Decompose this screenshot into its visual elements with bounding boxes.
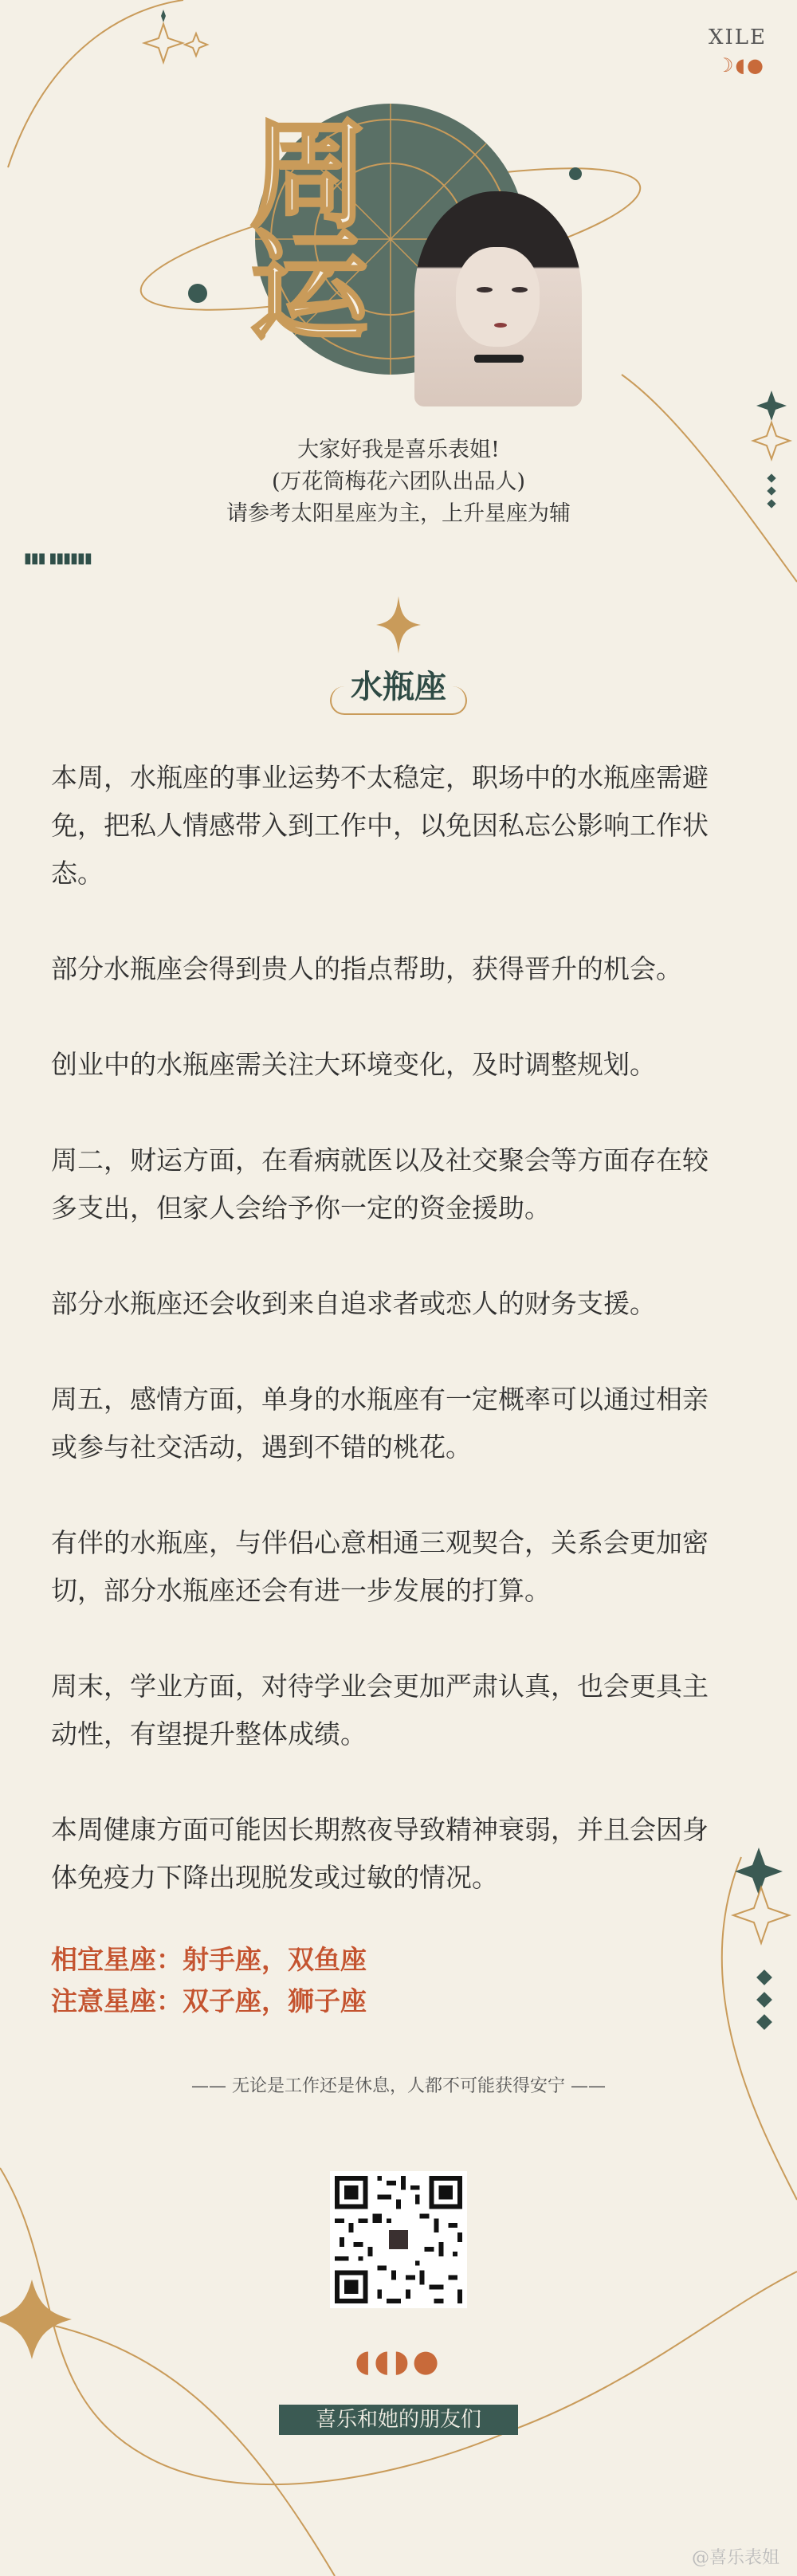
- brand-logo: XILE: [708, 26, 767, 49]
- paragraph: 周末，学业方面，对待学业会更加严肃认真，也会更具主 动性，有望提升整体成绩。: [51, 1671, 709, 1749]
- paragraph: 部分水瓶座还会收到来自追求者或恋人的财务支援。: [51, 1288, 656, 1319]
- sign-heading-wrap: [0, 655, 797, 710]
- horoscope-body: [51, 754, 752, 1902]
- sparkle-icon: [376, 596, 421, 654]
- quote: —— 无论是工作还是休息，人都不可能获得安宁 ——: [191, 2076, 606, 2096]
- intro-text: [0, 434, 797, 530]
- zodiac-sign-title: 水瓶座: [330, 655, 467, 710]
- moon-phase-icons: ☽◖●: [716, 54, 765, 77]
- avatar-face: [456, 247, 540, 347]
- hero-banner: [199, 80, 598, 414]
- footer-label: 喜乐和她的朋友们: [279, 2405, 518, 2435]
- intro-line: 请参考太阳星座为主，上升星座为辅: [226, 501, 571, 526]
- paragraph: 周五，感情方面，单身的水瓶座有一定概率可以通过相亲 或参与社交活动，遇到不错的桃花。: [51, 1384, 709, 1463]
- avatar-illustration: [414, 191, 582, 406]
- paragraph: 周二，财运方面，在看病就医以及社交聚会等方面存在较 多支出，但家人会给予你一定的资金援助。: [51, 1145, 709, 1223]
- paragraph: 创业中的水瓶座需关注大环境变化，及时调整规划。: [51, 1049, 656, 1080]
- hero-title: 周运: [229, 112, 369, 335]
- qr-code[interactable]: [330, 2171, 467, 2308]
- moon-phase-icons-footer: ◖◖◗●: [355, 2343, 442, 2378]
- caution-signs: 注意星座：双子座，狮子座: [51, 1985, 367, 2016]
- bars-decoration: ▮▮▮ ▮▮▮▮▮▮: [24, 550, 92, 567]
- avatar-lips: [494, 323, 507, 328]
- avatar-eye: [477, 287, 493, 293]
- intro-line: 大家好我是喜乐表姐!: [297, 438, 500, 462]
- paragraph: 本周，水瓶座的事业运势不太稳定，职场中的水瓶座需避 免，把私人情感带入到工作中，以免因私忘公影响工作状 态。: [51, 762, 709, 889]
- paragraph: 本周健康方面可能因长期熬夜导致精神衰弱，并且会因身 体免疫力下降出现脱发或过敏的情况。: [51, 1814, 709, 1893]
- compatible-signs: 相宜星座：射手座，双鱼座: [51, 1944, 367, 1975]
- compatibility: [51, 1939, 367, 2022]
- paragraph: 部分水瓶座会得到贵人的指点帮助，获得晋升的机会。: [51, 953, 682, 984]
- avatar-eye: [512, 287, 528, 293]
- watermark: @喜乐表姐: [691, 2548, 779, 2568]
- avatar-choker: [474, 355, 524, 363]
- paragraph: 有伴的水瓶座，与伴侣心意相通三观契合，关系会更加密 切，部分水瓶座还会有进一步发展的打算。: [51, 1527, 709, 1606]
- intro-line: (万花筒梅花六团队出品人): [271, 469, 526, 494]
